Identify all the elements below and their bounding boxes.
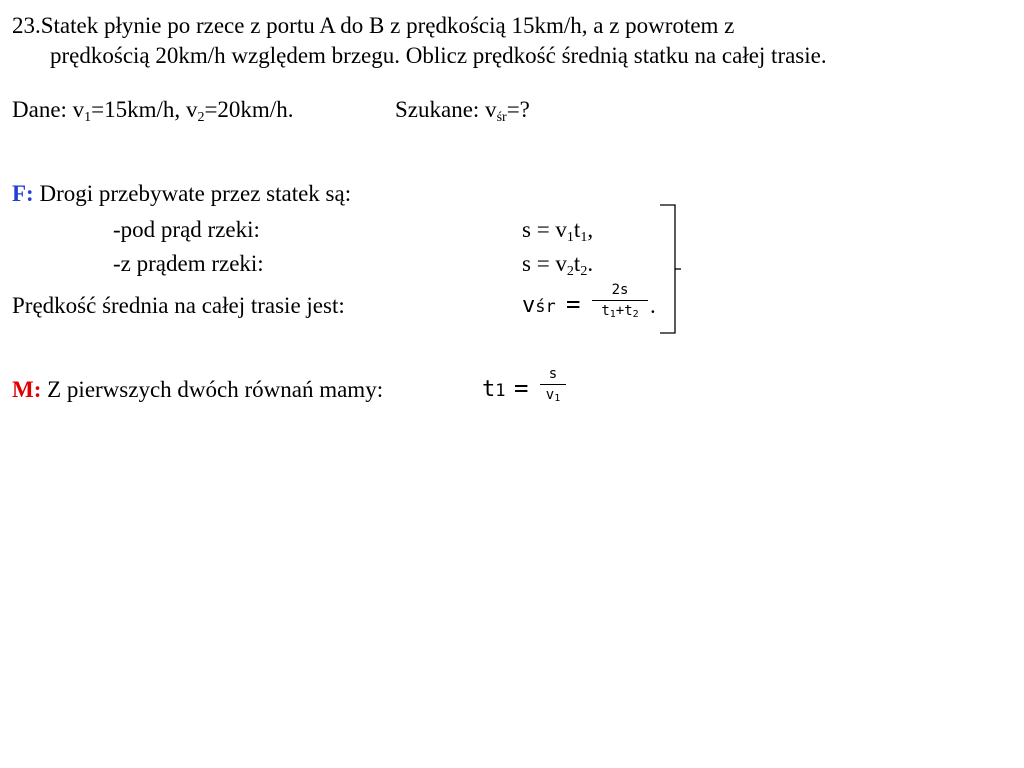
upstream-equation: $s = v_1t_1$,	[522, 217, 594, 245]
problem-line-2: prędkością 20km/h względem brzegu. Oblicz prędkość średnią statku na całej trasie.	[50, 43, 827, 68]
average-speed-equals: =	[566, 290, 581, 318]
downstream-label: -z prądem rzeki:	[113, 251, 264, 276]
average-speed-fraction	[592, 282, 648, 319]
fraction-numerator: 2s	[611, 282, 629, 298]
sought-line: Szukane: $v_{śr}=$?	[395, 97, 530, 125]
fraction-bar	[592, 300, 648, 301]
math-fraction-denominator: $v_1$	[545, 387, 561, 404]
math-heading: M: Z pierwszych dwóch równań mamy:	[12, 377, 384, 402]
math-fraction-numerator: s	[548, 366, 558, 382]
problem-text-1: 23.Statek płynie po rzece z portu A do B z prędkością 15km/h, a z powrotem z	[12, 13, 735, 38]
right-bracket	[655, 200, 685, 340]
problem-line-1	[12, 12, 1012, 40]
math-fraction-bar	[540, 384, 566, 385]
upstream-label: -pod prąd rzeki:	[113, 217, 260, 242]
given-line: Dane: $v_1=15km/h$, $v_2=20km/h$.	[12, 97, 294, 125]
average-speed-lhs: vśr	[522, 293, 556, 318]
average-speed-period: .	[650, 293, 656, 318]
fraction-denominator: $t_1+t_2$	[601, 303, 639, 320]
math-lhs: t1	[482, 377, 506, 402]
downstream-equation: $s = v_2t_2$.	[522, 251, 594, 279]
average-speed-label: Prędkość średnia na całej trasie jest:	[12, 293, 345, 318]
physics-heading: F: Drogi przebywate przez statek są:	[12, 181, 352, 206]
math-fraction	[540, 366, 566, 403]
math-equals: =	[514, 374, 529, 402]
